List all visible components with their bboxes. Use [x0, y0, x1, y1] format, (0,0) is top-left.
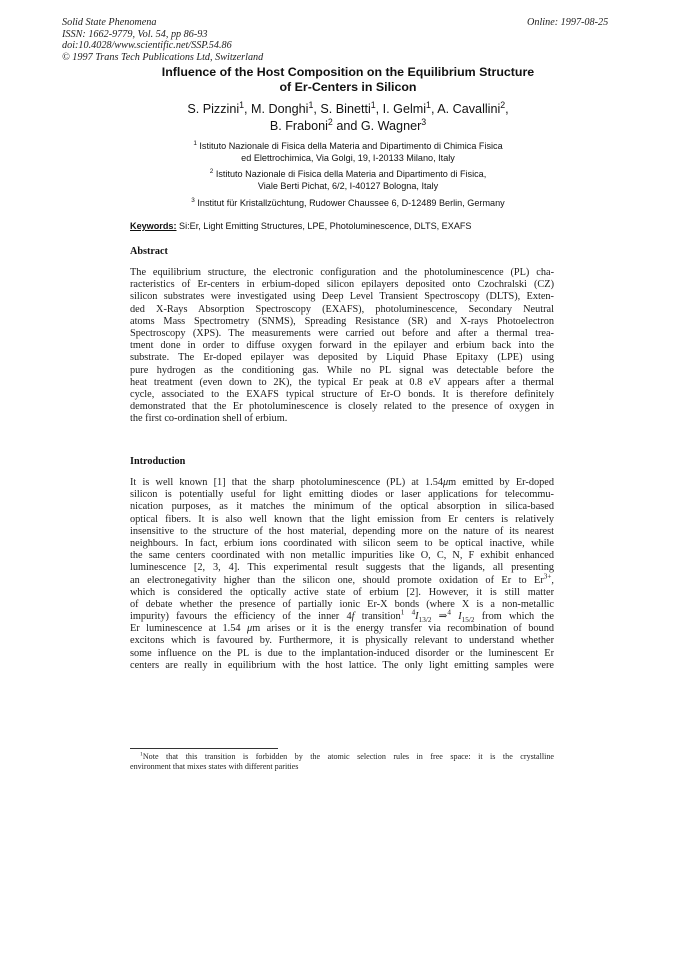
author-conjunction: and	[332, 118, 361, 133]
intro-line	[130, 623, 554, 635]
issn-line: ISSN: 1662-9779, Vol. 54, pp 86-93	[62, 28, 208, 40]
intro-text: transition	[354, 611, 401, 623]
footnote-line	[130, 752, 554, 762]
abstract-line: substrate. The Er-doped epilayer was deposited by Liquid Phase Epitaxy (LPE) using	[130, 352, 554, 364]
abstract-line: the first co-ordination shell of erbium.	[130, 413, 288, 425]
journal-header	[62, 17, 263, 63]
intro-line: of debate whether the presence of partially ionic Er-X bonds (where X is a non-metallic	[130, 598, 554, 610]
author-name: B. Fraboni	[269, 118, 328, 133]
affiliation-mark: 1	[308, 99, 314, 110]
abstract-line: silicon substrates were investigated using Deep Level Transient Spectroscopy (DLTS), Exten-	[130, 291, 554, 303]
affiliation-2	[110, 168, 586, 192]
abstract-line: Spectroscopy (XPS). The measurements were carried out before and after a thermal trea-	[130, 327, 554, 339]
footnote-mark: 1	[400, 608, 405, 617]
footnote	[130, 752, 554, 772]
footnote-number: 1	[140, 751, 143, 758]
intro-text: from which the	[474, 611, 555, 623]
affiliation-number: 1	[193, 139, 197, 147]
affiliation-3	[110, 197, 586, 209]
author-name: I. Gelmi	[382, 102, 427, 116]
keywords-label: Keywords:	[130, 221, 177, 231]
title-line-1: Influence of the Host Composition on the Equilibrium Structure	[161, 65, 535, 79]
intro-line: some influence on the PL is due to the implantation-induced disorder or the luminescent Er	[130, 647, 554, 659]
intro-line	[130, 608, 555, 625]
intro-superscript: 4	[447, 608, 451, 617]
abstract-line: racteristics of Er-centers in erbium-doped silicon epilayers deposited onto Czochralski (CZ)	[130, 279, 554, 291]
intro-superscript: 4	[411, 608, 416, 617]
intro-symbol: I	[450, 611, 462, 623]
intro-line	[130, 572, 554, 587]
title-line-2: of Er-Centers in Silicon	[279, 79, 417, 94]
abstract-line: demonstrated that the Er photoluminescence is closely related to the presence of oxygen in	[130, 401, 554, 413]
intro-line: nication purposes, as it matches the minimum of the optical absorption in silica-based	[130, 501, 554, 513]
intro-text: m emitted by Er-doped	[448, 477, 554, 488]
intro-symbol: μ	[443, 477, 449, 488]
affiliation-number: 3	[191, 196, 195, 204]
abstract-line: atoms Mass Spectrometry (SNMS), Spreading Resistance (SR) and X-rays Photoelectron	[130, 315, 554, 327]
doi-line: doi:10.4028/www.scientific.net/SSP.54.86	[62, 40, 232, 51]
author-name: S. Pizzini	[187, 102, 240, 116]
author-list: S. Pizzini$^1$, M. Donghi$^1$, S. Binetti$^1$, I. Gelmi$^1$, A. Cavallini$^2$, B. Fraboni$^2$ and G. Wagner$^3$	[187, 99, 509, 133]
author-name: M. Donghi	[251, 102, 309, 116]
affiliation-text: Istituto Nazionale di Fisica della Materia and Dipartimento di Chimica Fisica	[199, 141, 503, 151]
footnote-divider	[130, 748, 278, 749]
affiliation-mark: 1	[426, 99, 431, 110]
intro-symbol: f	[351, 611, 355, 623]
intro-symbol: I	[415, 611, 419, 623]
intro-superscript: 3+	[543, 572, 552, 581]
affiliation-mark: 2	[500, 99, 506, 110]
affiliation-mark: 1	[370, 99, 376, 110]
intro-text	[404, 611, 411, 622]
intro-text: It is well known [1] that the sharp photoluminescence (PL) at 1.54	[130, 477, 443, 488]
intro-line: optical fibers. It is also well known that the light emission from Er centers is relatively	[130, 513, 554, 525]
intro-subscript: 15/2	[461, 616, 475, 625]
footnote-text: Note that this transition is forbidden by the atomic selection rules in free space: it is the crystalline	[142, 752, 554, 761]
intro-text: ,	[551, 574, 554, 586]
abstract-line: ded X-Rays Absorption Spectroscopy (EXAFS), photoluminescence, Secondary Neutral	[130, 303, 554, 315]
intro-line: insensitive to the structure of the host material, depending more on the nature of its nearest	[130, 525, 554, 537]
intro-line: silicon is potentially useful for light emitting diodes or laser applications for telecommu-	[130, 489, 554, 501]
affiliation-text: Institut für Kristallzüchtung, Rudower Chaussee 6, D-12489 Berlin, Germany	[197, 198, 505, 208]
intro-text: impurity) favours the efficiency of the inner 4	[130, 611, 352, 623]
journal-name: Solid State Phenomena	[62, 17, 157, 28]
abstract-body	[130, 267, 554, 425]
intro-subscript: 13/2	[418, 616, 432, 625]
copyright-line: © 1997 Trans Tech Publications Ltd, Switzerland	[62, 51, 264, 63]
abstract-line: The equilibrium structure, the electronic configuration and the photoluminescence (PL) cha-	[130, 267, 554, 278]
author-name: A. Cavallini	[437, 102, 501, 116]
author-name: G. Wagner	[360, 118, 422, 133]
affiliation-number: 2	[209, 167, 214, 175]
intro-line: luminescence [2, 3, 4]. This experimental result suggests that the ligands, all presenting	[130, 562, 554, 574]
online-date: Online: 1997-08-25	[527, 17, 609, 28]
affiliation-text: Viale Berti Pichat, 6/2, I-40127 Bologna, Italy	[257, 181, 439, 191]
intro-line: the same centers coordinated with non metallic impurities like O, C, N, F exhibit enhanced	[130, 550, 554, 562]
affiliation-mark: 1	[239, 99, 245, 110]
introduction-heading: Introduction	[130, 456, 186, 467]
intro-text: an electronegativity higher than the silicon one, should promote oxidation of Er to Er	[130, 574, 544, 586]
paper-title	[80, 65, 616, 94]
intro-line: neighbours. In fact, erbium ions coordinated with silicon seem to be optical inactive, while	[130, 537, 554, 549]
intro-symbol: μ	[247, 623, 253, 635]
intro-line: centers are really in equilibrium with the host lattice. The only light emitting samples were	[130, 659, 554, 671]
keywords-text: Si:Er, Light Emitting Structures, LPE, Photoluminescence, DLTS, EXAFS	[176, 221, 472, 231]
abstract-line: tment done in order to diffuse oxygen forward in the epilayer and erbium back into the	[130, 340, 554, 352]
affiliation-mark: 3	[421, 116, 427, 127]
intro-symbol: ⇒	[431, 611, 448, 623]
affiliation-text: ed Elettrochimica, Via Golgi, 19, I-20133 Milano, Italy	[241, 153, 455, 163]
affiliation-text: Istituto Nazionale di Fisica della Materia and Dipartimento di Fisica,	[215, 169, 487, 179]
abstract-heading: Abstract	[130, 246, 168, 257]
abstract-line: heat treatment (even down to 2K), the typical Er peak at 0.8 eV appears after a thermal	[130, 376, 554, 388]
affiliation-mark: 2	[327, 116, 333, 127]
intro-text: m arises or it is the energy transfer via recombination of bound	[252, 623, 554, 635]
affiliation-1	[110, 140, 586, 164]
intro-line: excitons which is favoured by. Furthermore, it is physically relevant to understand whether	[130, 635, 554, 647]
keywords	[130, 221, 472, 231]
author-name: S. Binetti	[320, 102, 371, 116]
abstract-line: cycle, associated to the EXAFS typical structure of Er-O bonds. It is therefore definitely	[130, 388, 554, 400]
footnote-text: environment that mixes states with different parities	[130, 762, 299, 771]
introduction-body	[130, 477, 554, 672]
intro-line	[130, 477, 554, 489]
abstract-line: pure hydrogen as the conditioning gas. While no PL signal was detectable before the	[130, 364, 554, 376]
intro-line: which is considered the optically active state of erbium [2]. However, it is still matter	[130, 586, 554, 598]
intro-text: Er luminescence at 1.54	[130, 623, 248, 635]
